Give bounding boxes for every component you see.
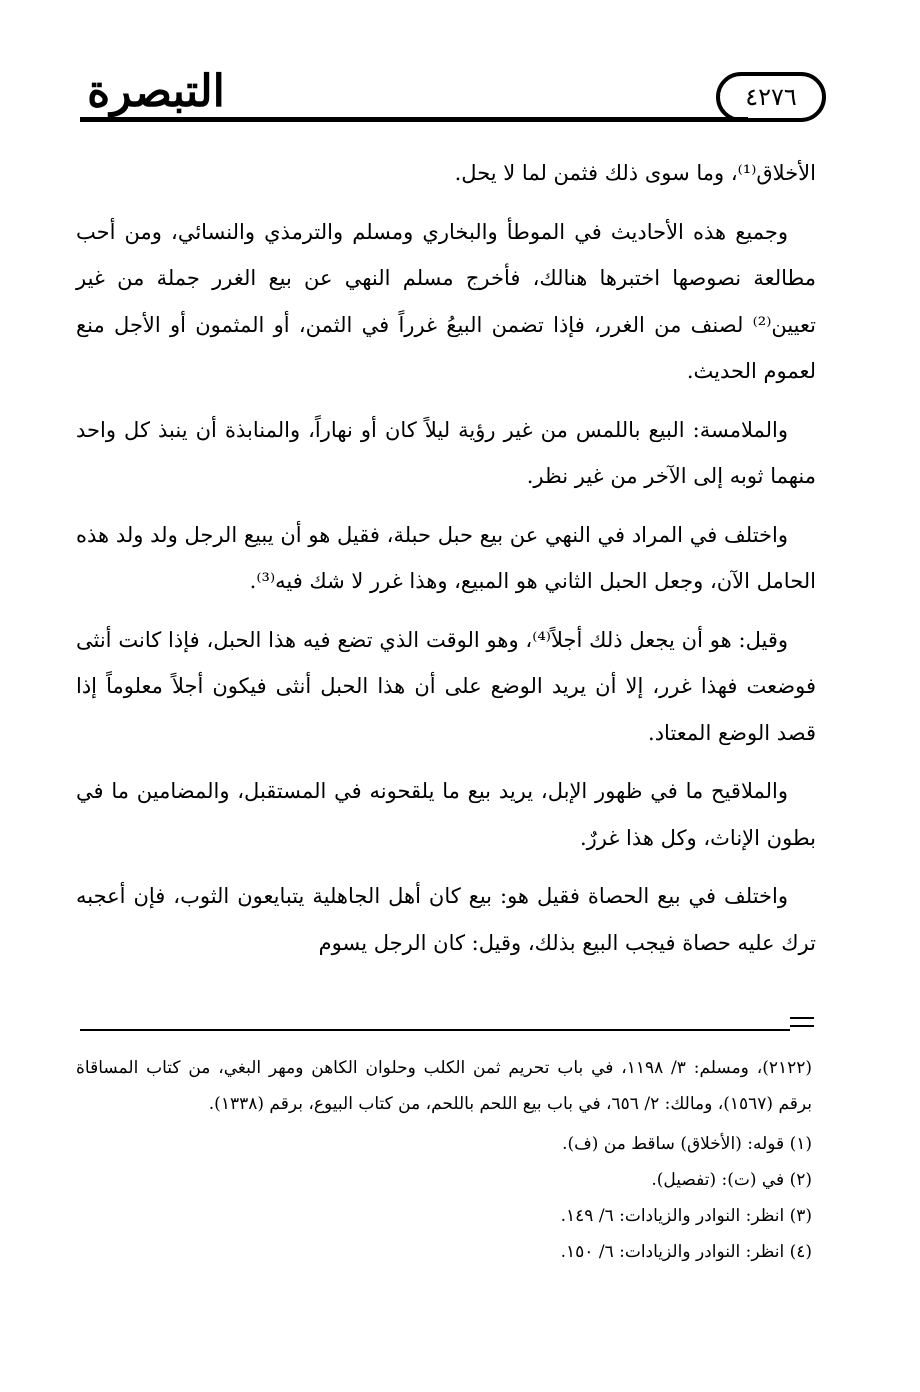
paragraph: وقيل: هو أن يجعل ذلك أجلاً⁽⁴⁾، وهو الوقت الذي تضع فيه هذا الحبل، فإذا كانت أنثى فوضعت فهذا غرر، إلا أن يريد الوضع على أن هذا الحبل أنثى فيكون أجلاً معلوماً إذا قصد الوضع المعتاد. [76,627,816,745]
page-number-frame [716,72,826,122]
paragraph: والملاقيح ما في ظهور الإبل، يريد بيع ما يلقحونه في المستقبل، والمضامين ما في بطون الإناث، وكل هذا غررٌ. [76,779,816,850]
running-title: التبصرة [87,66,225,117]
paragraph: الأخلاق⁽¹⁾، وما سوى ذلك فثمن لما لا يحل. [454,161,816,185]
paragraph: واختلف في بيع الحصاة فقيل هو: بيع كان أهل الجاهلية يتبايعون الثوب، فإن أعجبه ترك عليه حصاة فيجب البيع بذلك، وقيل: كان الرجل يسوم [76,884,816,955]
header-rule [80,117,748,122]
footnote: (٢) في (ت): (تفصيل). [651,1170,812,1190]
paragraph: وجميع هذه الأحاديث في الموطأ والبخاري ومسلم والترمذي والنسائي، ومن أحب مطالعة نصوصها اختبرها هنالك، فأخرج مسلم النهي عن بيع الغرر جملة من غير تعيين⁽²⁾ لصنف من الغرر، فإذا تضمن البيعُ غرراً في الثمن، أو المثمون أو الأجل منع لعموم الحديث. [76,219,816,383]
footnote-separator [80,1029,790,1031]
footnote: (٤) انظر: النوادر والزيادات: ٦/ ١٥٠. [560,1242,812,1262]
footnotes [76,1050,812,1270]
page-number: ٤٢٧٦ [745,83,797,111]
footnote-continuation: (٢١٢٢)، ومسلم: ٣/ ١١٩٨، في باب تحريم ثمن الكلب وحلوان الكاهن ومهر البغي، من كتاب المساقاة برقم (١٥٦٧)، ومالك: ٢/ ٦٥٦، في باب بيع اللحم باللحم، من كتاب البيوع، برقم (١٣٣٨). [76,1058,813,1114]
footnote: (١) قوله: (الأخلاق) ساقط من (ف). [562,1134,812,1154]
footnote: (٣) انظر: النوادر والزيادات: ٦/ ١٤٩. [560,1206,812,1226]
continuation-mark [790,1017,814,1035]
main-text [76,150,816,978]
paragraph: واختلف في المراد في النهي عن بيع حبل حبلة، فقيل هو أن يبيع الرجل ولد ولد هذه الحامل الآن، وجعل الحبل الثاني هو المبيع، وهذا غرر لا شك فيه⁽³⁾. [76,522,816,593]
paragraph: والملامسة: البيع باللمس من غير رؤية ليلاً كان أو نهاراً، والمنابذة أن ينبذ كل واحد منهما ثوبه إلى الآخر من غير نظر. [76,417,816,488]
